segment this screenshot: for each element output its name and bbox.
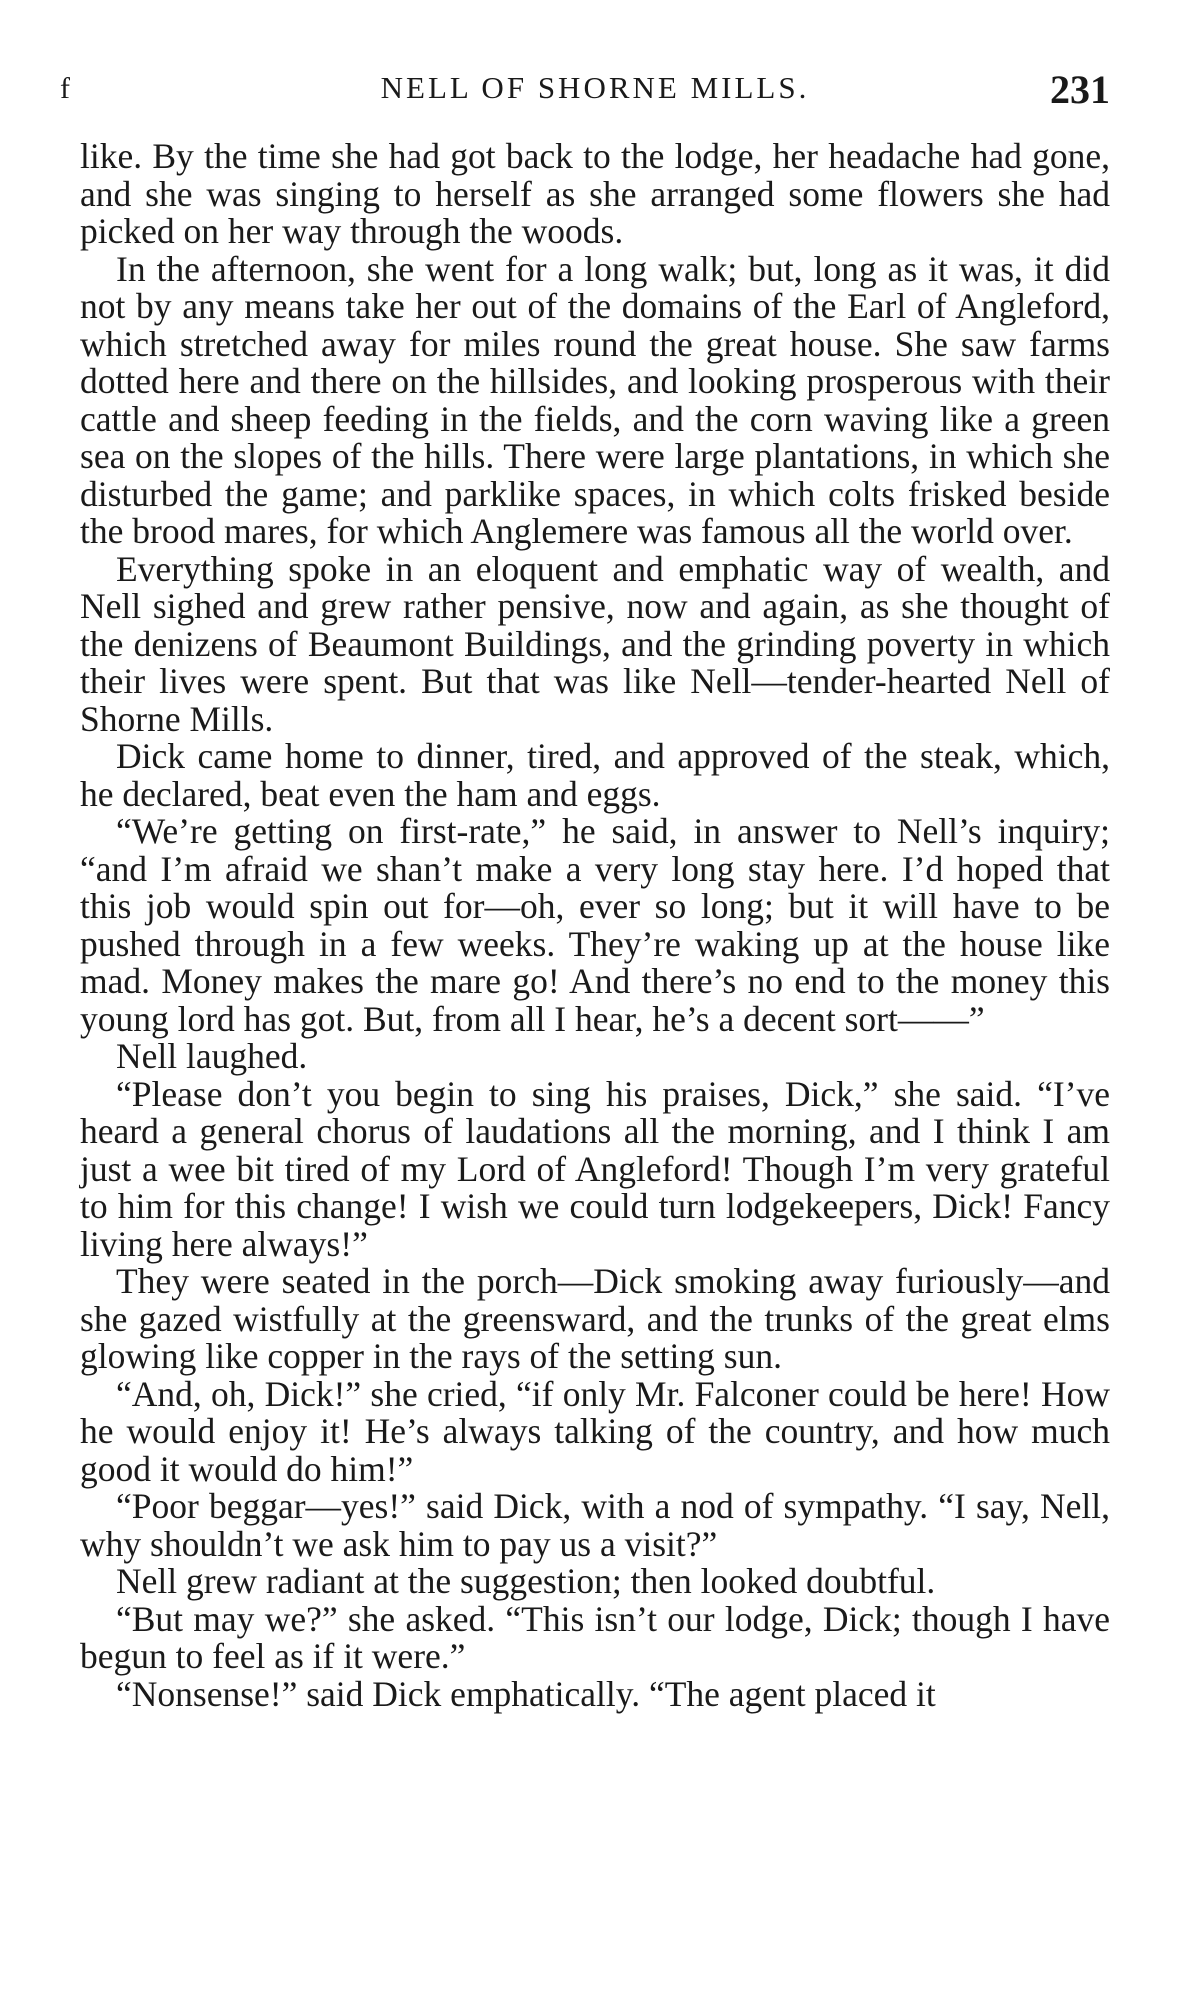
paragraph: Dick came home to dinner, tired, and approved of the steak, which, he declared, beat even the ham and eggs.: [80, 736, 1110, 814]
corner-mark: f: [60, 72, 70, 105]
paragraph: “Poor beggar—yes!” said Dick, with a nod of sympathy. “I say, Nell, why shouldn’t we ask him to pay us a visit?”: [80, 1486, 1110, 1564]
book-page: [60, 60, 1110, 1714]
page-number: 231: [1050, 67, 1110, 112]
paragraph: “But may we?” she asked. “This isn’t our lodge, Dick; though I have begun to feel as if it were.”: [80, 1598, 1110, 1676]
body-text: [80, 138, 1110, 1713]
paragraph: Nell laughed.: [116, 1036, 308, 1076]
paragraph: like. By the time she had got back to the lodge, her headache had gone, and she was singing to herself as she arranged some flowers she had picked on her way through the woods.: [80, 136, 1110, 251]
paragraph: “Please don’t you begin to sing his praises, Dick,” she said. “I’ve heard a general chorus of laudations all the morning, and I think I am just a wee bit tired of my Lord of Angleford! Though I’m very grateful to him for this change! I wish we could turn lodgekeepers, Dick! Fancy living here always!”: [80, 1073, 1110, 1264]
paragraph: Everything spoke in an eloquent and emphatic way of wealth, and Nell sighed and grew rather pensive, now and again, as she thought of the denizens of Beaumont Buildings, and the grinding poverty in which their lives were spent. But that was like Nell—tender-hearted Nell of Shorne Mills.: [80, 548, 1110, 739]
paragraph: In the afternoon, she went for a long walk; but, long as it was, it did not by any means take her out of the domains of the Earl of Angleford, which stretched away for miles round the great house. She saw farms dotted here and there on the hillsides, and looking prosperous with their cattle and sheep feeding in the fields, and the corn waving like a green sea on the slopes of the hills. There were large plantations, in which she disturbed the game; and parklike spaces, in which colts frisked beside the brood mares, for which Anglemere was famous all the world over.: [80, 248, 1110, 551]
running-title: NELL OF SHORNE MILLS.: [380, 70, 810, 105]
paragraph: “Nonsense!” said Dick emphatically. “The agent placed it: [116, 1673, 936, 1714]
paragraph: “And, oh, Dick!” she cried, “if only Mr. Falconer could be here! How he would enjoy it! He’s always talking of the country, and how much good it would do him!”: [80, 1373, 1110, 1489]
paragraph: Nell grew radiant at the suggestion; then looked doubtful.: [116, 1561, 936, 1601]
paragraph: They were seated in the porch—Dick smoking away furiously—and she gazed wistfully at the greensward, and the trunks of the great elms glowing like copper in the rays of the setting sun.: [80, 1261, 1110, 1376]
running-head: [60, 60, 1110, 132]
paragraph: “We’re getting on first-rate,” he said, in answer to Nell’s inquiry; “and I’m afraid we shan’t make a very long stay here. I’d hoped that this job would spin out for—oh, ever so long; but it will have to be pushed through in a few weeks. They’re waking up at the house like mad. Money makes the mare go! And there’s no end to the money this young lord has got. But, from all I hear, he’s a decent sort——”: [80, 811, 1110, 1039]
